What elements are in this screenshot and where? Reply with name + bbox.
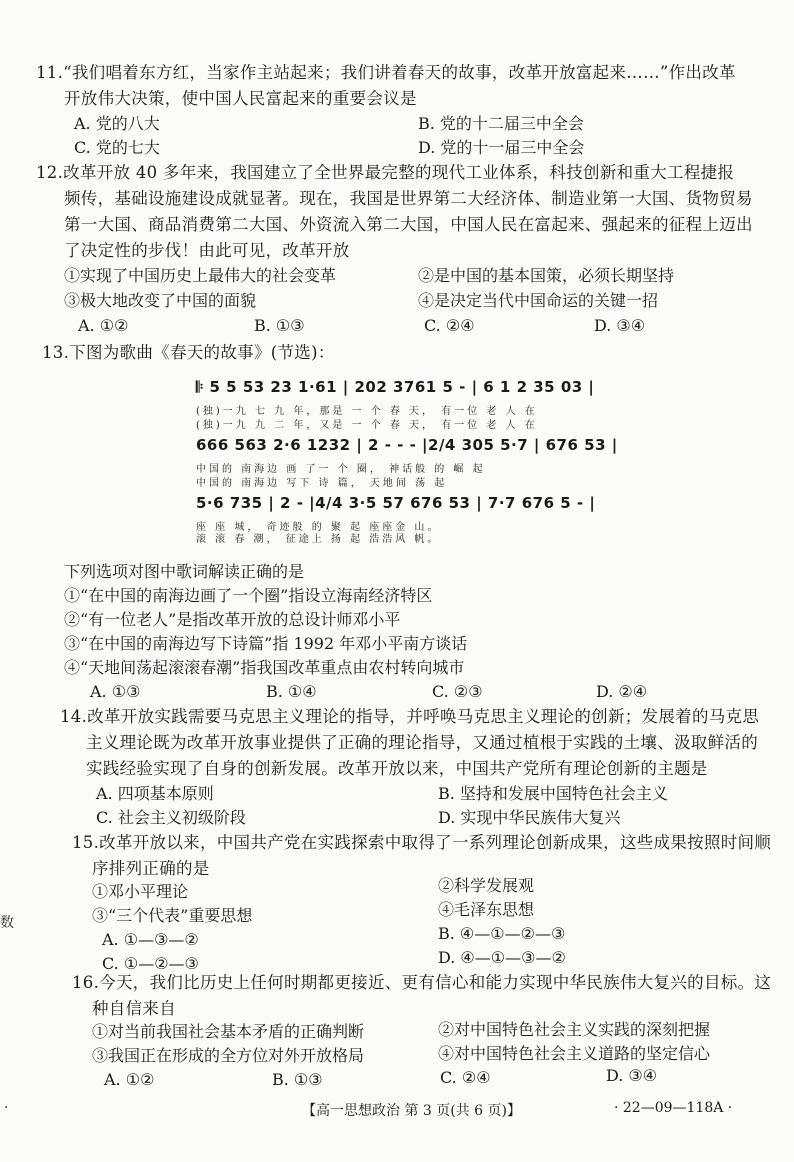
q12-stem-line4: 了决定性的步伐！由此可见，改革开放: [64, 241, 350, 260]
q16-option-a[interactable]: A. ①②: [104, 1070, 155, 1089]
q14-stem-line1: 14.改革开放实践需要马克思主义理论的指导，并呼唤马克思主义理论的创新；发展着的马克思: [60, 707, 760, 726]
q16-option-c[interactable]: C. ②④: [440, 1068, 491, 1087]
q14-stem-line3: 实践经验实现了自身的创新发展。改革开放以来，中国共产党所有理论创新的主题是: [86, 759, 708, 778]
q12-option-c[interactable]: C. ②④: [424, 316, 475, 335]
q14-option-b[interactable]: B. 坚持和发展中国特色社会主义: [438, 784, 668, 803]
song-score-figure: [196, 372, 618, 545]
score-row1-notes: 𝄆 5 5 53 23 1·61 | 202 3761 5 - | 6 1 2 35 03 |: [196, 378, 595, 396]
q13-option-a[interactable]: A. ①③: [90, 682, 141, 701]
q15-option-a[interactable]: A. ①—③—②: [102, 930, 199, 949]
q15-statement-1: ①邓小平理论: [92, 882, 189, 901]
q13-intro: 13.下图为歌曲《春天的故事》(节选)：: [42, 343, 335, 362]
q12-stem-line3: 第一大国、商品消费第二大国、外资流入第二大国，中国人民在富起来、强起来的征程上迈出: [64, 215, 753, 234]
q11-option-a[interactable]: A. 党的八大: [74, 114, 160, 133]
score-row1-lyric1: (独)一九 七 九 年，那是 一 个 春 天， 有一位 老 人 在: [196, 406, 538, 417]
score-row2-lyric1: 中国的 南海边 画 了一 个 圈， 神话般 的 崛 起: [196, 464, 486, 475]
q15-statement-4: ④毛泽东思想: [438, 900, 535, 919]
q13-statement-2: ②“有一位老人”是指改革开放的总设计师邓小平: [64, 610, 401, 629]
q12-option-b[interactable]: B. ①③: [254, 316, 305, 335]
q11-stem-line1: 11.“我们唱着东方红，当家作主站起来；我们讲着春天的故事，改革开放富起来……”作出改革: [36, 63, 736, 82]
q15-stem-line2: 序排列正确的是: [92, 859, 210, 878]
q14-stem-line2: 主义理论既为改革开放事业提供了正确的理论指导，又通过植根于实践的土壤、汲取鲜活的: [86, 733, 758, 752]
q11-stem-line2: 开放伟大决策，使中国人民富起来的重要会议是: [64, 89, 417, 108]
q16-option-d[interactable]: D. ③④: [606, 1066, 658, 1085]
q11-option-d[interactable]: D. 党的十一届三中全会: [418, 138, 585, 157]
q15-option-b[interactable]: B. ④—①—②—③: [438, 924, 566, 943]
score-row2-notes: 666 563 2·6 1232 | 2 - - - |2/4 305 5·7 | 676 53 |: [196, 436, 618, 454]
q13-statement-3: ③“在中国的南海边写下诗篇”指 1992 年邓小平南方谈话: [64, 634, 468, 653]
q15-statement-2: ②科学发展观: [438, 876, 535, 895]
q15-stem-line1: 15.改革开放以来，中国共产党在实践探索中取得了一系列理论创新成果，这些成果按照时间顺: [72, 833, 772, 852]
q16-statement-3: ③我国正在形成的全方位对外开放格局: [92, 1046, 365, 1065]
q13-option-c[interactable]: C. ②③: [432, 682, 483, 701]
q15-option-c[interactable]: C. ①—②—③: [102, 954, 199, 973]
q15-option-d[interactable]: D. ④—①—③—②: [438, 948, 566, 967]
q16-statement-4: ④对中国特色社会主义道路的坚定信心: [438, 1044, 711, 1063]
margin-char: 数: [0, 915, 14, 931]
q13-option-b[interactable]: B. ①④: [266, 682, 317, 701]
q12-statement-3: ③极大地改变了中国的面貌: [64, 291, 257, 310]
score-row3-notes: 5·6 735 | 2 - |4/4 3·5 57 676 53 | 7·7 676 5 - |: [196, 494, 596, 512]
q13-prompt: 下列选项对图中歌词解读正确的是: [64, 562, 305, 581]
q12-stem-line1: 12.改革开放 40 多年来，我国建立了全世界最完整的现代工业体系，科技创新和重大工程捷报: [36, 163, 735, 182]
q16-stem-line1: 16.今天，我们比历史上任何时期都更接近、更有信心和能力实现中华民族伟大复兴的目标。这: [72, 973, 772, 992]
q12-option-a[interactable]: A. ①②: [78, 316, 129, 335]
q12-stem-line2: 频传，基础设施建设成就显著。现在，我国是世界第二大经济体、制造业第一大国、货物贸易: [64, 189, 753, 208]
q11-option-c[interactable]: C. 党的七大: [74, 138, 160, 157]
q16-option-b[interactable]: B. ①③: [272, 1070, 323, 1089]
score-row3-lyric1: 座 座 城， 奇迹般 的 聚 起 座座金 山。: [196, 522, 441, 533]
q13-statement-1: ①“在中国的南海边画了一个圈”指设立海南经济特区: [64, 586, 433, 605]
q12-statement-4: ④是决定当代中国命运的关键一招: [418, 291, 659, 310]
score-row1-lyric2: (独)一九 九 二 年，又是 一 个 春 天， 有一位 老 人 在: [196, 420, 538, 431]
q16-statement-2: ②对中国特色社会主义实践的深刻把握: [438, 1020, 711, 1039]
q11-option-b[interactable]: B. 党的十二届三中全会: [418, 114, 584, 133]
q14-option-a[interactable]: A. 四项基本原则: [96, 784, 214, 803]
q16-stem-line2: 种自信来自: [92, 999, 176, 1018]
q13-statement-4: ④“天地间荡起滚滚春潮”指我国改革重点由农村转向城市: [64, 658, 465, 677]
score-row3-lyric2: 滚 滚 春 潮， 征途上 扬 起 浩浩风 帆。: [196, 534, 441, 545]
footer-page-info: 【高一思想政治 第 3 页(共 6 页)】: [302, 1103, 521, 1119]
q15-statement-3: ③“三个代表”重要思想: [92, 906, 253, 925]
q12-statement-1: ①实现了中国历史上最伟大的社会变革: [64, 266, 337, 285]
q12-option-d[interactable]: D. ③④: [594, 316, 646, 335]
footer-left-mark: ·: [4, 1100, 9, 1116]
q14-option-d[interactable]: D. 实现中华民族伟大复兴: [438, 808, 621, 827]
q12-statement-2: ②是中国的基本国策，必须长期坚持: [418, 266, 675, 285]
q13-option-d[interactable]: D. ②④: [596, 682, 648, 701]
footer-code: · 22—09—118A ·: [614, 1100, 733, 1116]
q16-statement-1: ①对当前我国社会基本矛盾的正确判断: [92, 1022, 365, 1041]
score-row2-lyric2: 中国的 南海边 写下 诗 篇， 天地间 荡 起: [196, 478, 448, 489]
q14-option-c[interactable]: C. 社会主义初级阶段: [96, 808, 246, 827]
